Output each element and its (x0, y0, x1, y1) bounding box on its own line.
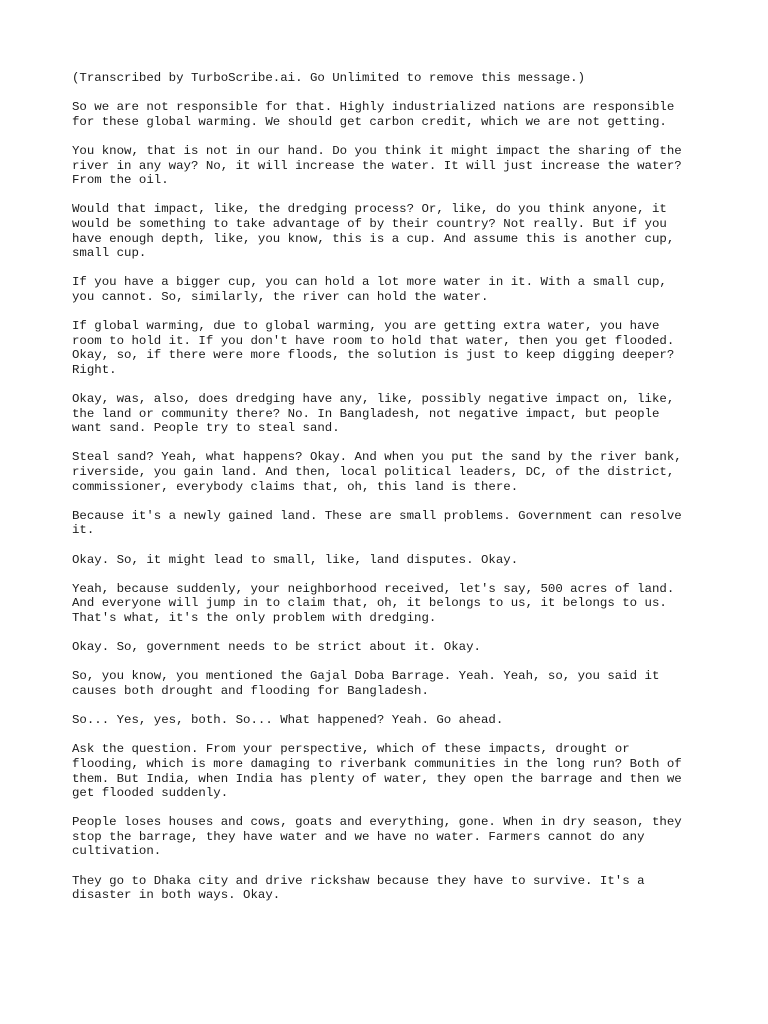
transcript-paragraph: If global warming, due to global warming, you are getting extra water, you have room to hold it. If you don't have room to hold that water, then you get flooded. Okay, so, if there were more floods, the solution is just to keep digging deeper? Right. (72, 319, 675, 377)
transcript-paragraph: Ask the question. From your perspective, which of these impacts, drought or flooding, which is more damaging to riverbank communities in the long run? Both of them. But India, when India has plenty of water, they open the barrage and then we get flooded suddenly. (72, 742, 682, 801)
transcript-paragraph: So... Yes, yes, both. So... What happened? Yeah. Go ahead. (72, 713, 504, 728)
transcript-paragraph: Yeah, because suddenly, your neighborhood received, let's say, 500 acres of land. And everyone will jump in to claim that, oh, it belongs to us, it belongs to us. That's what, it's the only problem with dredging. (72, 581, 675, 625)
transcript-paragraph: Because it's a newly gained land. These are small problems. Government can resolve it. (72, 508, 682, 538)
transcript-page (72, 71, 702, 917)
transcript-paragraph: Okay. So, government needs to be strict about it. Okay. (72, 640, 481, 655)
transcript-paragraph: So we are not responsible for that. Highly industrialized nations are responsible for these global warming. We should get carbon credit, which we are not getting. (72, 100, 675, 129)
transcript-paragraph: People loses houses and cows, goats and everything, gone. When in dry season, they stop the barrage, they have water and we have no water. Farmers cannot do any cultivation. (72, 815, 682, 859)
transcript-paragraph: Okay, was, also, does dredging have any, like, possibly negative impact on, like, the land or community there? No. In Bangladesh, not negative impact, but people want sand. People try to steal sand. (72, 392, 675, 436)
transcript-paragraph: Steal sand? Yeah, what happens? Okay. And when you put the sand by the river bank, riverside, you gain land. And then, local political leaders, DC, of the district, commissioner, everybody claims that, oh, this land is there. (72, 450, 682, 494)
transcript-paragraph: You know, that is not in our hand. Do you think it might impact the sharing of the river in any way? No, it will increase the water. It will just increase the water? From the oil. (72, 143, 682, 188)
transcript-paragraph: So, you know, you mentioned the Gajal Doba Barrage. Yeah. Yeah, so, you said it causes both drought and flooding for Bangladesh. (72, 669, 660, 698)
transcript-paragraph: They go to Dhaka city and drive rickshaw because they have to survive. It's a disaster in both ways. Okay. (72, 873, 645, 903)
transcript-paragraph: If you have a bigger cup, you can hold a lot more water in it. With a small cup, you cannot. So, similarly, the river can hold the water. (72, 275, 667, 304)
transcript-paragraph: Okay. So, it might lead to small, like, land disputes. Okay. (72, 552, 519, 567)
transcript-paragraph: Would that impact, like, the dredging process? Or, like, do you think anyone, it would be something to take advantage of by their country? Not really. But if you have enough depth, like, you know, this is a cup. And assume this is another cup, small cup. (72, 202, 675, 261)
transcription-notice: (Transcribed by TurboScribe.ai. Go Unlimited to remove this message.) (72, 71, 586, 85)
